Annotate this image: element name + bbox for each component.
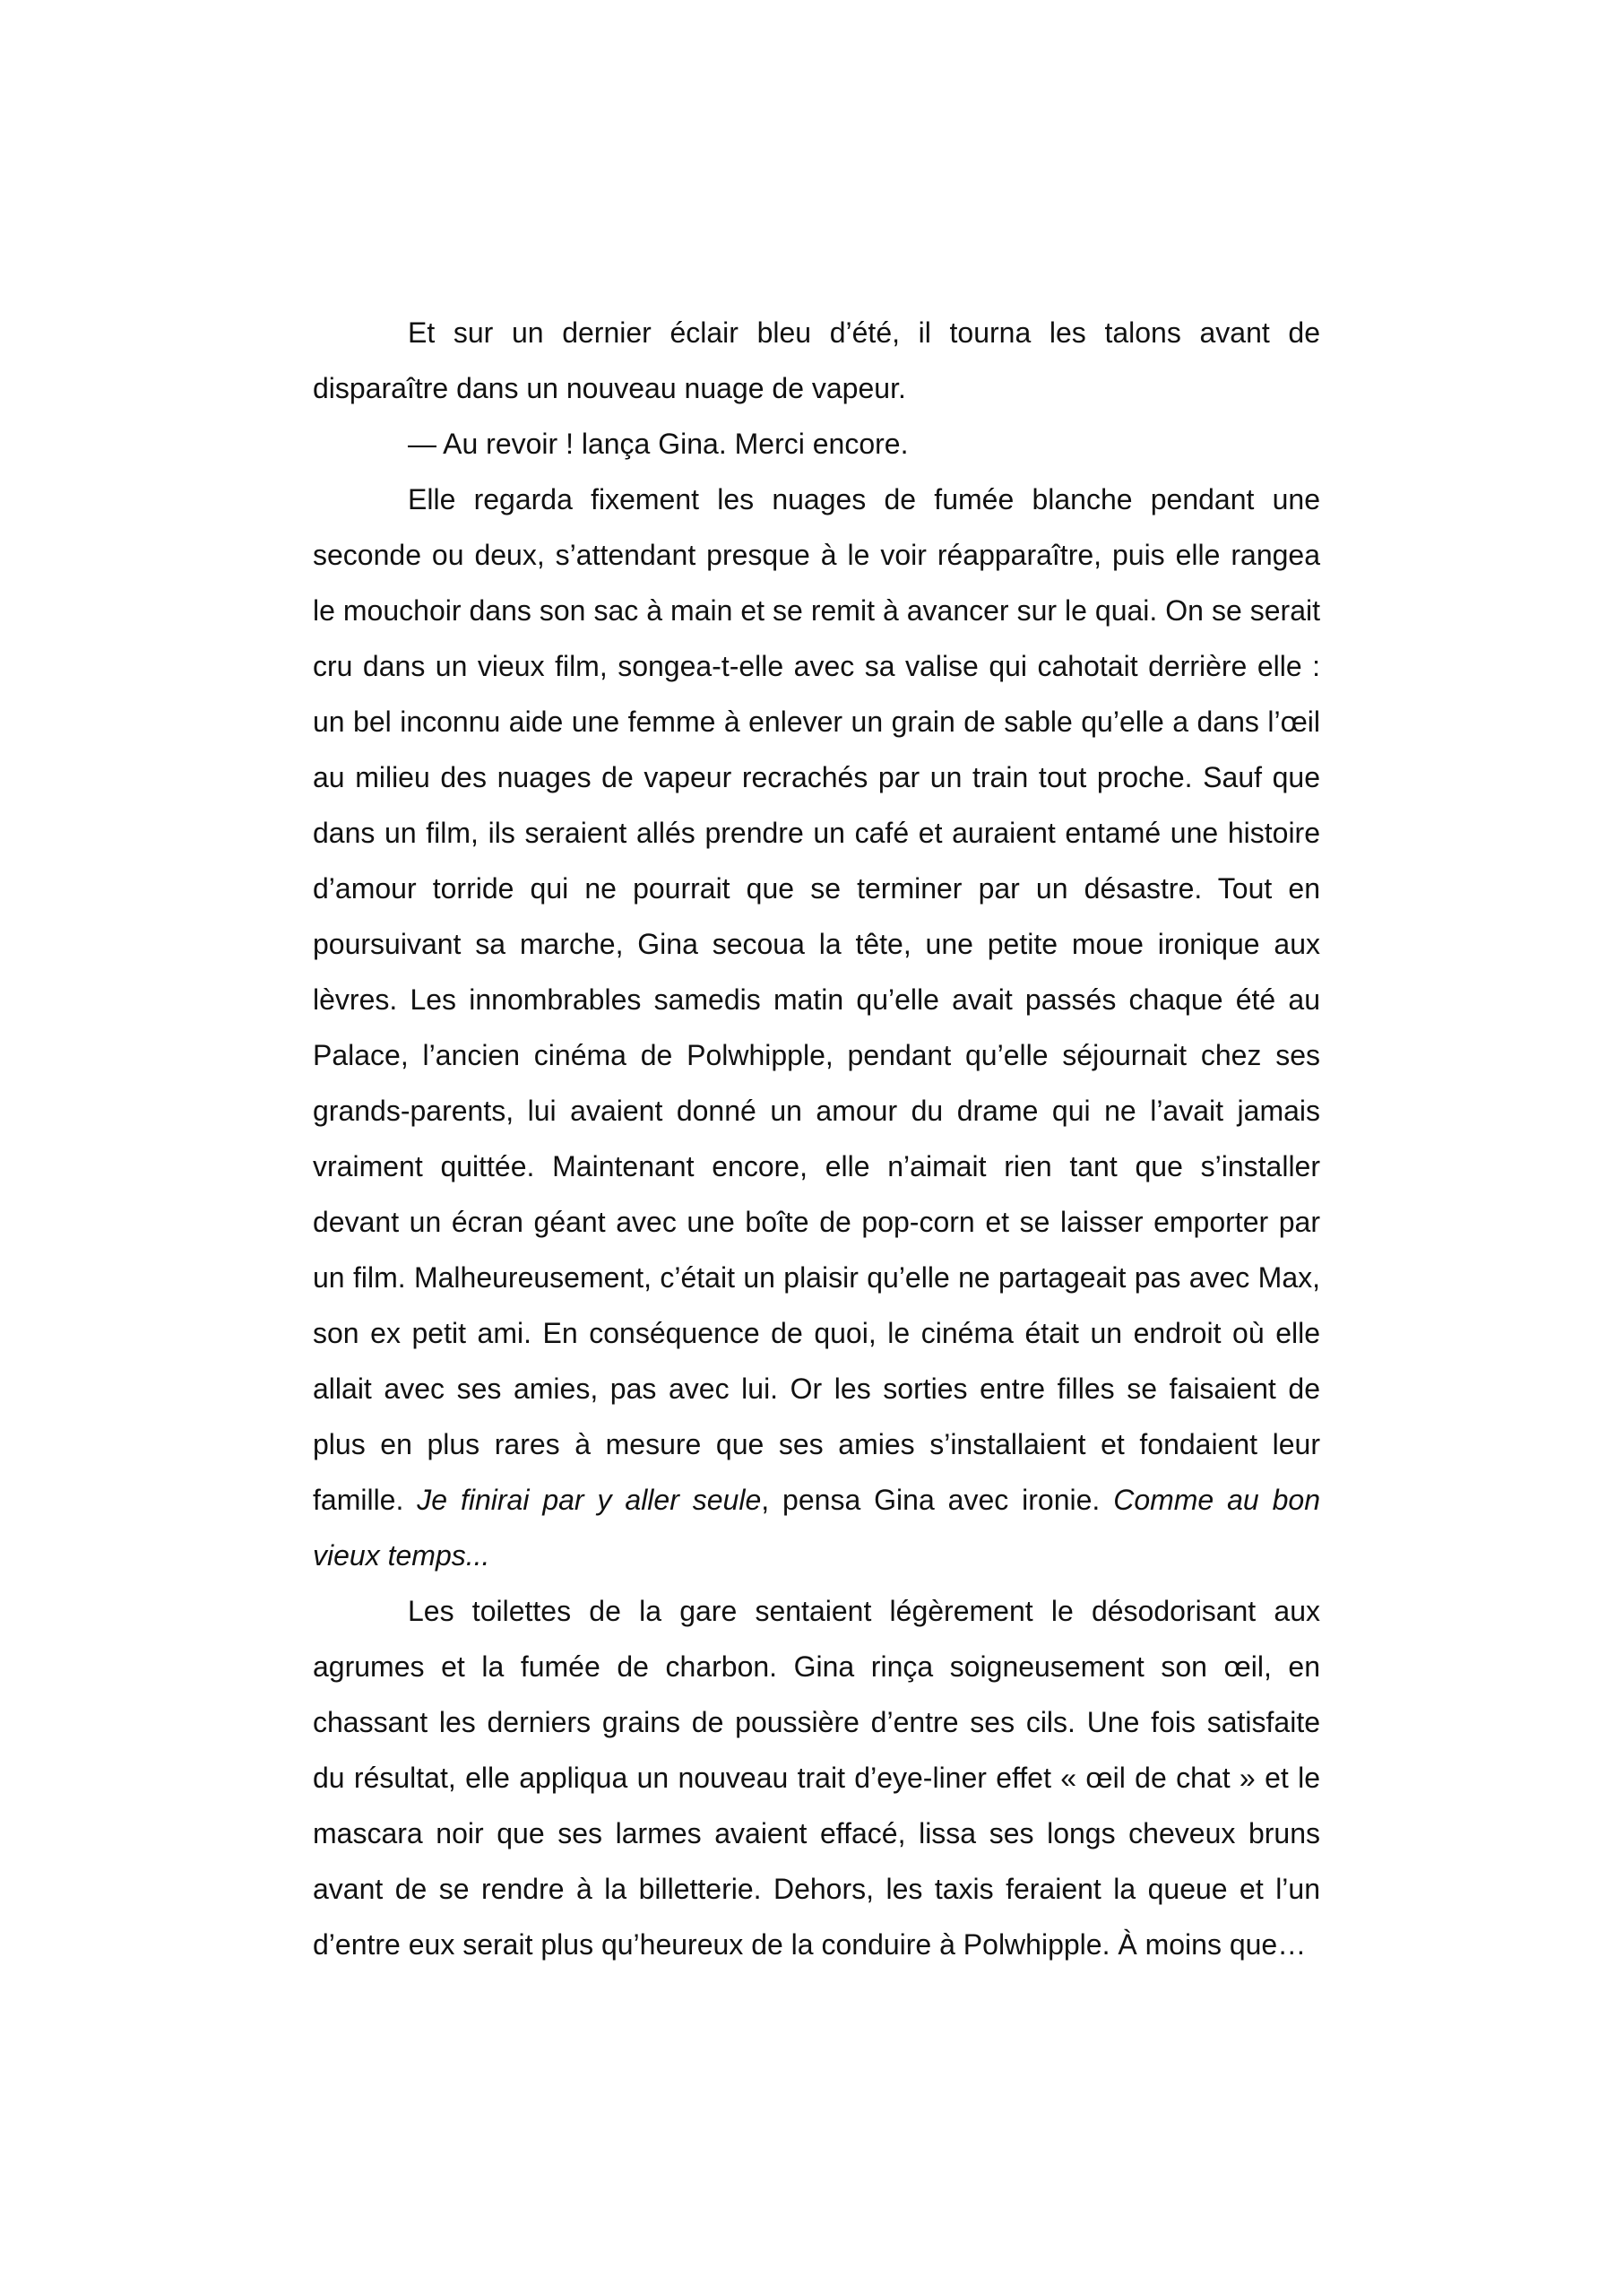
paragraph-2-dialogue [313, 416, 1320, 472]
paragraph-4-text: Les toilettes de la gare sentaient légèrement le désodorisant aux agrumes et la fumée de charbon. Gina rinça soigneusement son œil, en chassant les derniers grains de poussière d’entre ses cils. Une fois satisfaite du résultat, elle appliqua un nouveau trait d’eye-liner effet « œil de chat » et le mascara noir que ses larmes avaient effacé, lissa ses longs cheveux bruns avant de se rendre à la billetterie. Dehors, les taxis feraient la queue et l’un d’entre eux serait plus qu’heureux de la conduire à Polwhipple. À moins que… [313, 1595, 1320, 1961]
paragraph-2-text: — Au revoir ! lança Gina. Merci encore. [408, 428, 909, 460]
paragraph-3-italic-thought: Je finirai par y aller seule [417, 1484, 762, 1516]
paragraph-3 [313, 472, 1320, 1583]
paragraph-1-text: Et sur un dernier éclair bleu d’été, il tourna les talons avant de disparaître dans un nouveau nuage de vapeur. [313, 316, 1320, 404]
body-text [313, 305, 1320, 1972]
paragraph-4 [313, 1583, 1320, 1972]
paragraph-3-text-cont: , pensa Gina avec ironie. [761, 1484, 1114, 1516]
paragraph-1 [313, 305, 1320, 416]
paragraph-3-text: Elle regarda fixement les nuages de fumée blanche pendant une seconde ou deux, s’attendant presque à le voir réapparaître, puis elle rangea le mouchoir dans son sac à main et se remit à avancer sur le quai. On se serait cru dans un vieux film, songea-t-elle avec sa valise qui cahotait derrière elle : un bel inconnu aide une femme à enlever un grain de sable qu’elle a dans l’œil au milieu des nuages de vapeur recrachés par un train tout proche. Sauf que dans un film, ils seraient allés prendre un café et auraient entamé une histoire d’amour torride qui ne pourrait que se terminer par un désastre. Tout en poursuivant sa marche, Gina secoua la tête, une petite moue ironique aux lèvres. Les innombrables samedis matin qu’elle avait passés chaque été au Palace, l’ancien cinéma de Polwhipple, pendant qu’elle séjournait chez ses grands-parents, lui avaient donné un amour du drame qui ne l’avait jamais vraiment quittée. Maintenant encore, elle n’aimait rien tant que s’installer devant un écran géant avec une boîte de pop-corn et se laisser emporter par un film. Malheureusement, c’était un plaisir qu’elle ne partageait pas avec Max, son ex petit ami. En conséquence de quoi, le cinéma était un endroit où elle allait avec ses amies, pas avec lui. Or les sorties entre filles se faisaient de plus en plus rares à mesure que ses amies s’installaient et fondaient leur famille. [313, 483, 1320, 1516]
paragraph-3-italic-end: Comme au bon vieux temps... [313, 1484, 1321, 1572]
